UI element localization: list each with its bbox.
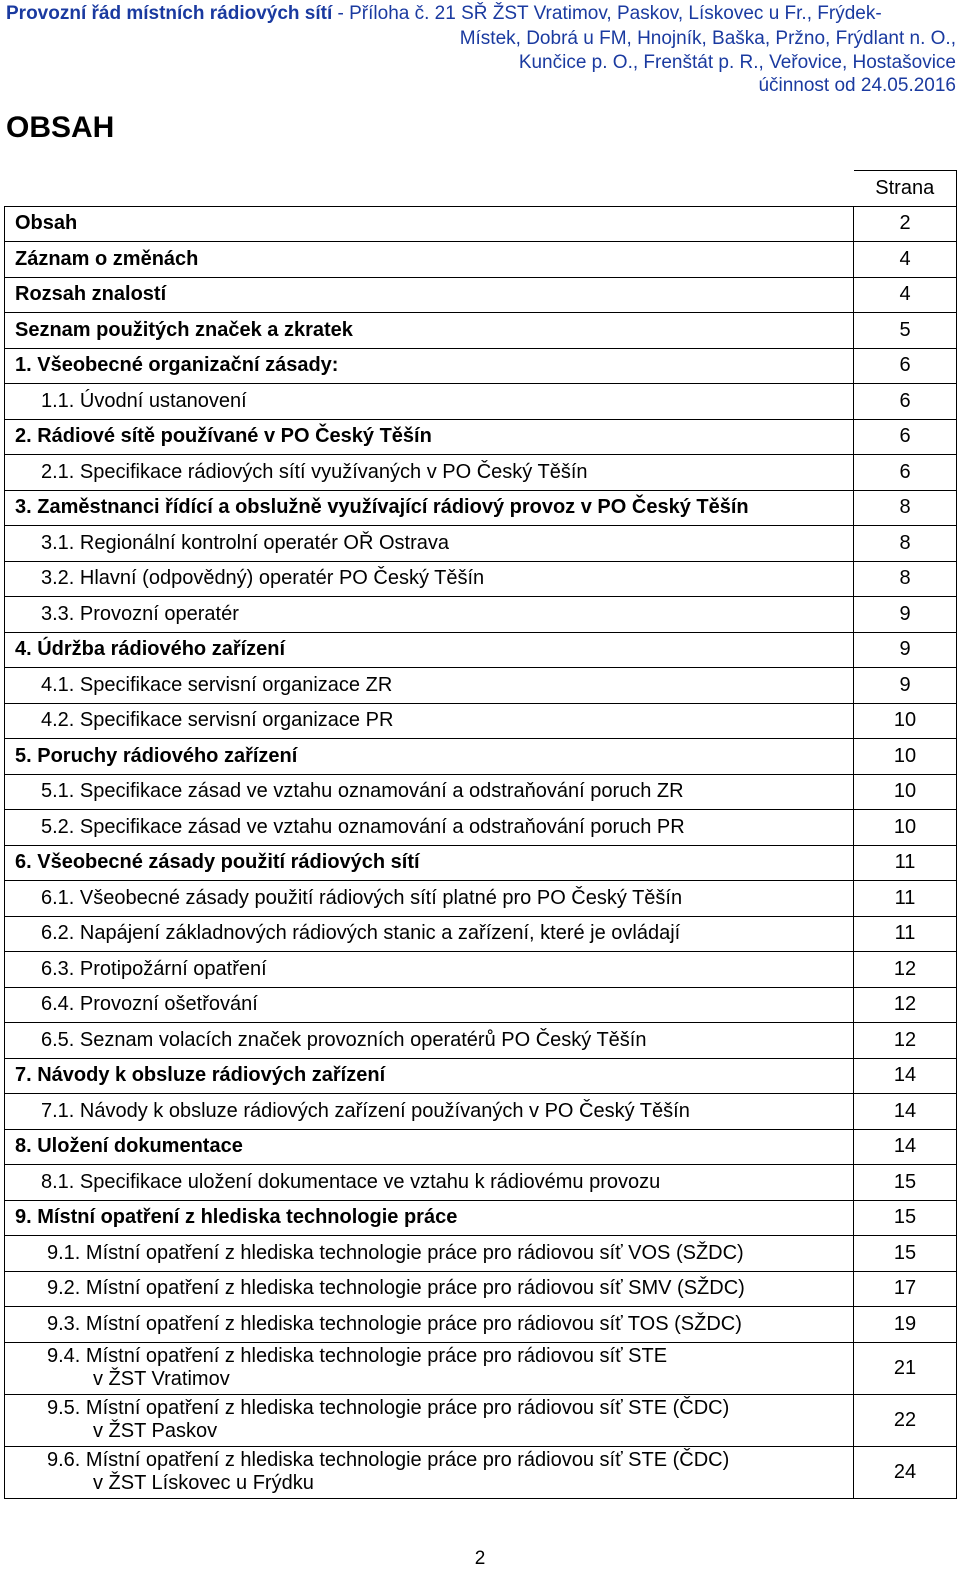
- toc-row: [5, 1129, 957, 1165]
- toc-entry-title: 4.1. Specifikace servisní organizace ZR: [5, 668, 854, 704]
- toc-row: [5, 1094, 957, 1130]
- toc-header-row: [5, 171, 957, 207]
- toc-entry-title: Obsah: [5, 206, 854, 242]
- toc-entry-title: 4. Údržba rádiového zařízení: [5, 632, 854, 668]
- toc-entry-title: Záznam o změnách: [5, 242, 854, 278]
- toc-entry-title-line-2: v ŽST Paskov: [93, 1420, 218, 1442]
- toc-row: [5, 206, 957, 242]
- toc-entry-page: 17: [854, 1271, 957, 1307]
- toc-entry-page: 4: [854, 242, 957, 278]
- toc-entry-page: 10: [854, 774, 957, 810]
- toc-entry-page: 8: [854, 561, 957, 597]
- toc-row: [5, 1236, 957, 1272]
- toc-row: [5, 526, 957, 562]
- toc-row: [5, 242, 957, 278]
- header-line-2: Místek, Dobrá u FM, Hnojník, Baška, Pržno, Frýdlant n. O.,: [459, 28, 956, 49]
- toc-row: [5, 1165, 957, 1201]
- toc-entry-title: 9.2. Místní opatření z hlediska technologie práce pro rádiovou síť SMV (SŽDC): [5, 1271, 854, 1307]
- toc-entry-page: 10: [854, 810, 957, 846]
- toc-row: [5, 739, 957, 775]
- toc-entry-title: 2. Rádiové sítě používané v PO Český Těšín: [5, 419, 854, 455]
- toc-entry-title-line-1: 9.6. Místní opatření z hlediska technologie práce pro rádiovou síť STE (ČDC): [47, 1449, 730, 1471]
- toc-entry-title: 5.2. Specifikace zásad ve vztahu oznamování a odstraňování poruch PR: [5, 810, 854, 846]
- toc-row: [5, 1446, 957, 1498]
- toc-row: [5, 1394, 957, 1446]
- toc-entry-page: 9: [854, 668, 957, 704]
- toc-entry-page: 6: [854, 419, 957, 455]
- toc-entry-title: 7.1. Návody k obsluze rádiových zařízení používaných v PO Český Těšín: [5, 1094, 854, 1130]
- toc-row: [5, 1023, 957, 1059]
- toc-row: [5, 1342, 957, 1394]
- toc-entry-title-line-2: v ŽST Vratimov: [93, 1368, 230, 1390]
- toc-row: [5, 277, 957, 313]
- toc-row: [5, 1271, 957, 1307]
- toc-row: [5, 881, 957, 917]
- toc-row: [5, 987, 957, 1023]
- toc-entry-title: 6.3. Protipožární opatření: [5, 952, 854, 988]
- header-effective-date: účinnost od 24.05.2016: [758, 75, 956, 96]
- page-number: 2: [474, 1548, 486, 1569]
- toc-entry-page: 14: [854, 1058, 957, 1094]
- toc-entry-page: 8: [854, 526, 957, 562]
- toc-entry-title: 9.3. Místní opatření z hlediska technologie práce pro rádiovou síť TOS (SŽDC): [5, 1307, 854, 1343]
- toc-entry-title: [5, 1446, 854, 1498]
- toc-entry-title: 4.2. Specifikace servisní organizace PR: [5, 703, 854, 739]
- toc-row: [5, 952, 957, 988]
- toc-row: [5, 1058, 957, 1094]
- toc-row: [5, 916, 957, 952]
- toc-entry-title-line-1: 9.4. Místní opatření z hlediska technologie práce pro rádiovou síť STE: [47, 1345, 668, 1367]
- toc-entry-page: 9: [854, 632, 957, 668]
- toc-header-page: Strana: [854, 171, 957, 207]
- toc-entry-title: 6. Všeobecné zásady použití rádiových sítí: [5, 845, 854, 881]
- toc-entry-page: 6: [854, 348, 957, 384]
- header-line-1: [6, 2, 882, 26]
- toc-entry-page: 21: [854, 1342, 957, 1394]
- header-doc-name: Provozní řád místních rádiových sítí: [6, 3, 333, 24]
- toc-header-spacer: [5, 171, 854, 207]
- toc-entry-page: 10: [854, 703, 957, 739]
- toc-entry-page: 12: [854, 952, 957, 988]
- toc-entry-page: 6: [854, 455, 957, 491]
- toc-entry-title: 5.1. Specifikace zásad ve vztahu oznamování a odstraňování poruch ZR: [5, 774, 854, 810]
- toc-entry-title: 9. Místní opatření z hlediska technologie práce: [5, 1200, 854, 1236]
- toc-entry-title: 5. Poruchy rádiového zařízení: [5, 739, 854, 775]
- toc-entry-title: 6.1. Všeobecné zásady použití rádiových sítí platné pro PO Český Těšín: [5, 881, 854, 917]
- toc-entry-page: 15: [854, 1165, 957, 1201]
- toc-entry-page: 6: [854, 384, 957, 420]
- toc-row: [5, 561, 957, 597]
- toc-entry-title: 7. Návody k obsluze rádiových zařízení: [5, 1058, 854, 1094]
- toc-entry-page: 10: [854, 739, 957, 775]
- toc-entry-page: 14: [854, 1094, 957, 1130]
- toc-row: [5, 490, 957, 526]
- toc-row: [5, 1307, 957, 1343]
- toc-row: [5, 703, 957, 739]
- toc-entry-page: 11: [854, 916, 957, 952]
- page-title: OBSAH: [6, 111, 115, 144]
- toc-entry-title: 3. Zaměstnanci řídící a obslužně využívající rádiový provoz v PO Český Těšín: [5, 490, 854, 526]
- toc-entry-title: Rozsah znalostí: [5, 277, 854, 313]
- toc-row: [5, 313, 957, 349]
- toc-entry-title: 6.4. Provozní ošetřování: [5, 987, 854, 1023]
- toc-entry-title: 1. Všeobecné organizační zásady:: [5, 348, 854, 384]
- toc-entry-page: 4: [854, 277, 957, 313]
- toc-entry-title: 6.2. Napájení základnových rádiových stanic a zařízení, které je ovládají: [5, 916, 854, 952]
- toc-entry-page: 22: [854, 1394, 957, 1446]
- header-line-1-rest: - Příloha č. 21 SŘ ŽST Vratimov, Paskov, Lískovec u Fr., Frýdek-: [332, 3, 882, 24]
- toc-entry-title: 8.1. Specifikace uložení dokumentace ve vztahu k rádiovému provozu: [5, 1165, 854, 1201]
- toc-row: [5, 384, 957, 420]
- toc-entry-page: 5: [854, 313, 957, 349]
- toc-entry-page: 12: [854, 1023, 957, 1059]
- toc-row: [5, 348, 957, 384]
- toc-row: [5, 597, 957, 633]
- toc-entry-page: 24: [854, 1446, 957, 1498]
- toc-entry-page: 9: [854, 597, 957, 633]
- toc-entry-title-line-1: 9.5. Místní opatření z hlediska technologie práce pro rádiovou síť STE (ČDC): [47, 1397, 730, 1419]
- toc-entry-page: 11: [854, 845, 957, 881]
- toc-entry-title-line-2: v ŽST Lískovec u Frýdku: [93, 1472, 314, 1494]
- toc-entry-page: 11: [854, 881, 957, 917]
- toc-entry-page: 15: [854, 1200, 957, 1236]
- toc-table: [4, 170, 957, 1499]
- toc-entry-title: 3.2. Hlavní (odpovědný) operatér PO Český Těšín: [5, 561, 854, 597]
- toc-entry-title: 3.3. Provozní operatér: [5, 597, 854, 633]
- toc-row: [5, 419, 957, 455]
- toc-row: [5, 455, 957, 491]
- toc-entry-title: [5, 1394, 854, 1446]
- toc-entry-page: 12: [854, 987, 957, 1023]
- toc-row: [5, 668, 957, 704]
- toc-row: [5, 845, 957, 881]
- toc-entry-title: 2.1. Specifikace rádiových sítí využívaných v PO Český Těšín: [5, 455, 854, 491]
- toc-entry-page: 19: [854, 1307, 957, 1343]
- toc-entry-title: 1.1. Úvodní ustanovení: [5, 384, 854, 420]
- toc-entry-title: 3.1. Regionální kontrolní operatér OŘ Ostrava: [5, 526, 854, 562]
- toc-row: [5, 810, 957, 846]
- toc-entry-page: 2: [854, 206, 957, 242]
- toc-entry-title: 8. Uložení dokumentace: [5, 1129, 854, 1165]
- toc-entry-page: 15: [854, 1236, 957, 1272]
- toc-row: [5, 1200, 957, 1236]
- toc-row: [5, 632, 957, 668]
- toc-row: [5, 774, 957, 810]
- toc-entry-title: [5, 1342, 854, 1394]
- toc-entry-page: 14: [854, 1129, 957, 1165]
- toc-entry-title: Seznam použitých značek a zkratek: [5, 313, 854, 349]
- header-line-3: Kunčice p. O., Frenštát p. R., Veřovice, Hostašovice: [518, 52, 956, 73]
- toc-entry-title: 6.5. Seznam volacích značek provozních operatérů PO Český Těšín: [5, 1023, 854, 1059]
- toc-entry-page: 8: [854, 490, 957, 526]
- toc-entry-title: 9.1. Místní opatření z hlediska technologie práce pro rádiovou síť VOS (SŽDC): [5, 1236, 854, 1272]
